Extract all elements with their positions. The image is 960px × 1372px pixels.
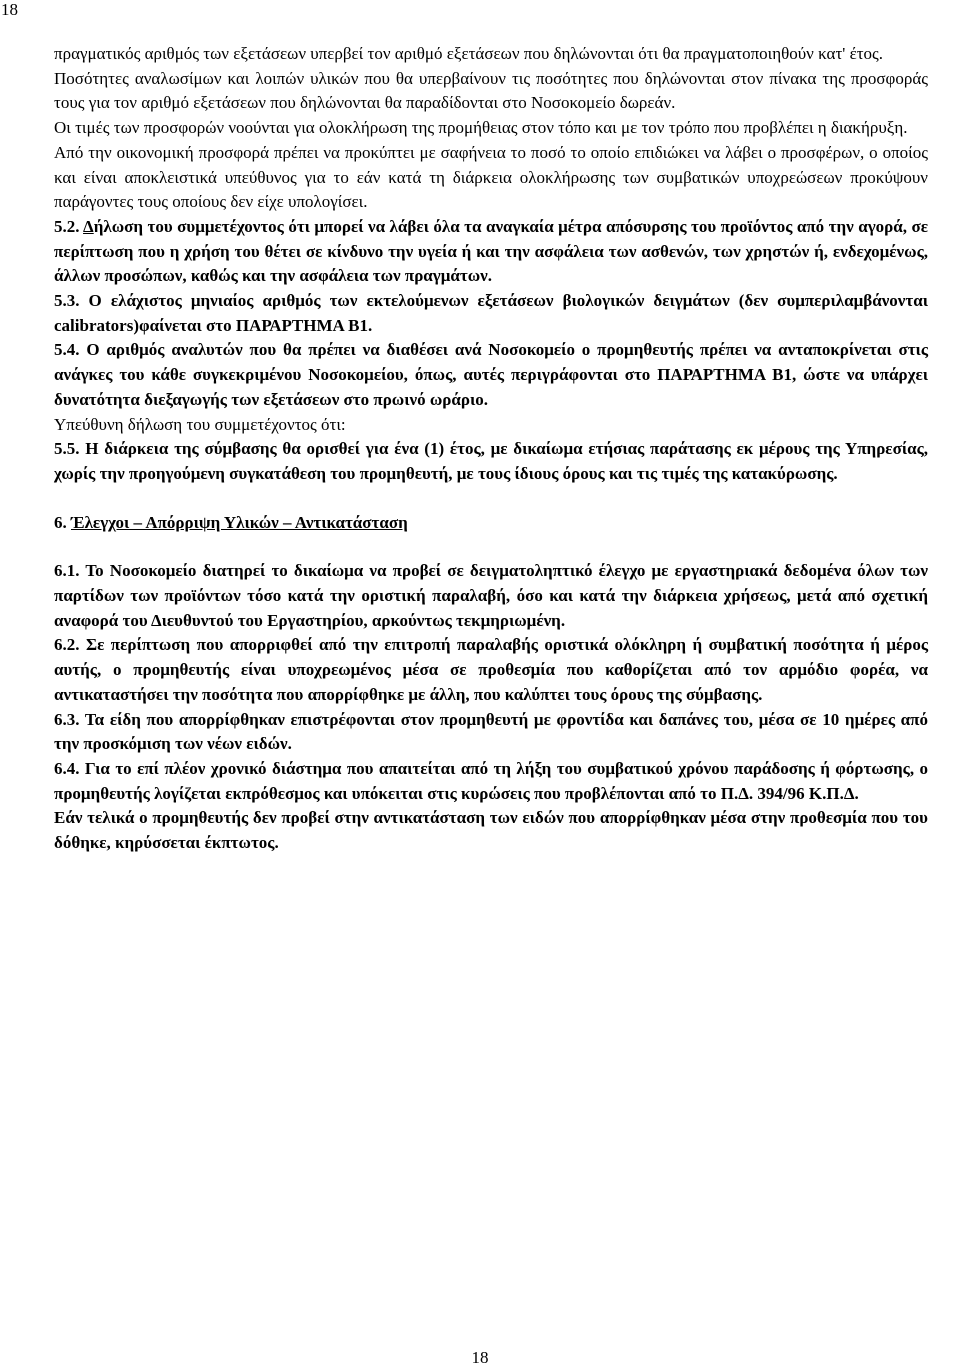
clause-5-2-initial: Δ (83, 216, 94, 236)
clause-5-5: 5.5. Η διάρκεια της σύμβασης θα ορισθεί για ένα (1) έτος, με δικαίωμα ετήσιας παράτασης εκ μέρους της Υπηρεσίας, χωρίς την προηγούμενη συγκατάθεση του προμηθευτή, με τους ίδιους όρους και τις τιμές της κατακύρωσης. (54, 439, 928, 483)
final-paragraph: Εάν τελικά ο προμηθευτής δεν προβεί στην αντικατάσταση των ειδών που απορρίφθηκαν μέσα στην προθεσμία που του δόθηκε, κηρύσσεται έκπτωτος. (54, 808, 928, 853)
clause-6-4: 6.4. Για το επί πλέον χρονικό διάστημα που απαιτείται από τη λήξη του συμβατικού χρόνου παράδοσης ή φόρτωσης, ο προμηθευτής λογίζεται εκπρόθεσμος και υπόκειται στις κυρώσεις που προβλέπονται από το Π.Δ. 394/96 Κ.Π.Δ. (54, 758, 928, 803)
paragraph-consumables: Ποσότητες αναλωσίμων και λοιπών υλικών που θα υπερβαίνουν τις ποσότητες που δηλώνονται στον πίνακα της προσφοράς τους για τον αριθμό εξετάσεων που δηλώνονται θα παραδίδονται στο Νοσοκομείο δωρεάν. (54, 68, 928, 113)
clause-5-2-text: ήλωση του συμμετέχοντος ότι μπορεί να λάβει όλα τα αναγκαία μέτρα απόσυρσης του προϊόντος από την αγορά, σε περίπτωση που η χρήση του θέτει σε κίνδυνο την υγεία ή και την ασφάλεια των ασθενών, των χρηστών ή, ενδεχομένως, άλλων προσώπων, καθώς και την ασφάλεια των πραγμάτων. (54, 216, 928, 286)
paragraph-financial-offer: Από την οικονομική προσφορά πρέπει να προκύπτει με σαφήνεια το ποσό το οποίο επιδιώκει να λάβει ο προσφέρων, ο οποίος και είναι αποκλειστικά υπεύθυνος για το εάν κατά τη διάρκεια ολοκλήρωσης των συμβατικών υποχρεώσεων προκύψουν παράγοντες τους οποίους δεν είχε υπολογίσει. (54, 142, 928, 212)
spacer (54, 535, 928, 559)
clause-5-2 (54, 215, 928, 289)
clause-6-2: 6.2. Σε περίπτωση που απορριφθεί από την επιτροπή παραλαβής οριστικά ολόκληρη ή συμβατική ποσότητα ή μέρος αυτής, ο προμηθευτής είναι υποχρεωμένος μέσα σε προθεσμία που καθορίζεται από τον αρμόδιο φορέα, να αντικαταστήσει την ποσότητα που απορρίφθηκε με άλλη, που καλύπτει τους όρους της σύμβασης. (54, 635, 928, 704)
clause-6-3: 6.3. Τα είδη που απορρίφθηκαν επιστρέφονται στον προμηθευτή με φροντίδα και δαπάνες του, μέσα σε 10 ημέρες από την προσκόμιση των νέων ειδών. (54, 709, 928, 754)
declaration-line: Υπεύθυνη δήλωση του συμμετέχοντος ότι: (54, 414, 346, 434)
section-6-number: 6. (54, 512, 71, 532)
paragraph-offer-prices: Οι τιμές των προσφορών νοούνται για ολοκλήρωση της προμήθειας στον τόπο και με τον τρόπο που προβλέπει η διακήρυξη. (54, 118, 908, 138)
clause-5-2-number: 5.2. (54, 216, 84, 236)
section-6-title: Έλεγχοι – Απόρριψη Υλικών – Αντικατάσταση (71, 512, 408, 532)
top-page-number: 18 (1, 0, 18, 19)
spacer (54, 487, 928, 511)
section-6-heading (54, 511, 928, 536)
clause-6-1: 6.1. Το Νοσοκομείο διατηρεί το δικαίωμα να προβεί σε δειγματοληπτικό έλεγχο με εργαστηριακά δεδομένα όλων των παρτίδων των προϊόντων τόσο κατά την οριστική παραλαβή, όσο και κατά την διάρκεια χρήσεως, μετά από σχετική αναφορά του Διευθυντού του Εργαστηρίου, αρκούντως τεκμηριωμένη. (54, 561, 928, 630)
paragraph-exam-count: πραγματικός αριθμός των εξετάσεων υπερβεί τον αριθμό εξετάσεων που δηλώνονται ότι θα πραγματοποιηθούν κατ' έτος. (54, 44, 884, 63)
clause-5-3: 5.3. Ο ελάχιστος μηνιαίος αριθμός των εκτελούμενων εξετάσεων βιολογικών δειγμάτων (δεν συμπεριλαμβάνονται calibrators)φαίνεται στο ΠΑΡΑΡΤΗΜΑ Β1. (54, 291, 928, 335)
footer-page-number: 18 (471, 1348, 489, 1367)
clause-5-4: 5.4. Ο αριθμός αναλυτών που θα πρέπει να διαθέσει ανά Νοσοκομείο ο προμηθευτής πρέπει να ανταποκρίνεται στις ανάγκες του κάθε συγκεκριμένου Νοσοκομείου, όπως, αυτές περιγράφονται στο ΠΑΡΑΡΤΗΜΑ Β1, ώστε να υπάρχει δυνατότητα διεξαγωγής των εξετάσεων στο πρωινό ωράριο. (54, 340, 928, 409)
document-body (54, 42, 928, 856)
